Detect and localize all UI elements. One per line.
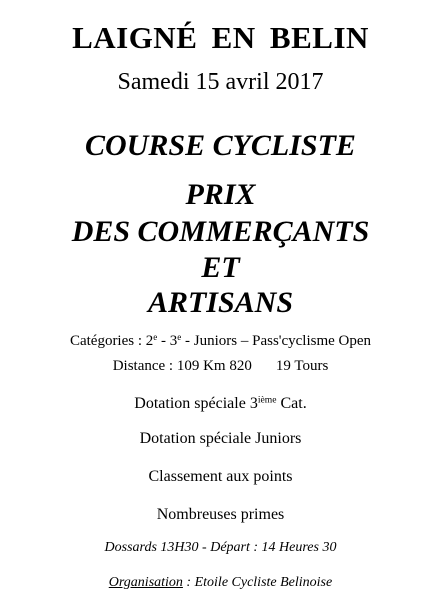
dotation-3rd-prefix: Dotation spéciale 3 [134,395,258,412]
town-title: LAIGNÉ EN BELIN [72,20,369,55]
organisation-name: Etoile Cycliste Belinoise [194,575,333,590]
prize-title-line-4: ARTISANS [147,286,294,319]
categories-line [0,334,441,349]
categories-suffix: - Juniors – Pass'cyclisme Open [181,333,372,349]
organisation-label: Organisation [108,575,183,590]
dotation-3rd-sup: ième [257,394,277,406]
race-title: COURSE CYCLISTE [85,129,356,162]
schedule-text: Dossards 13H30 - Départ : 14 Heures 30 [104,540,337,555]
organisation-separator: : [182,575,195,590]
categories-prefix: Catégories : 2 [69,333,154,349]
categories-sup-2: e [177,332,182,343]
prize-title-line-3: ET [201,251,240,284]
event-date: Samedi 15 avril 2017 [117,69,324,95]
dotation-3rd-cat [0,396,441,412]
categories-sup-1: e [153,332,158,343]
distance-text: Distance : 109 Km 820 [112,358,252,374]
categories-mid: - 3 [157,333,178,349]
primes-text: Nombreuses primes [156,506,285,523]
dotation-3rd-suffix: Cat. [276,395,307,412]
prize-title-line-2: DES COMMERÇANTS [71,215,370,248]
points-classification: Classement aux points [148,468,293,485]
dotation-juniors: Dotation spéciale Juniors [139,430,302,447]
prize-title-line-1: PRIX [185,178,256,211]
distance-line [0,359,441,374]
organisation-line [0,576,441,590]
tours-count: 19 Tours [275,358,329,374]
